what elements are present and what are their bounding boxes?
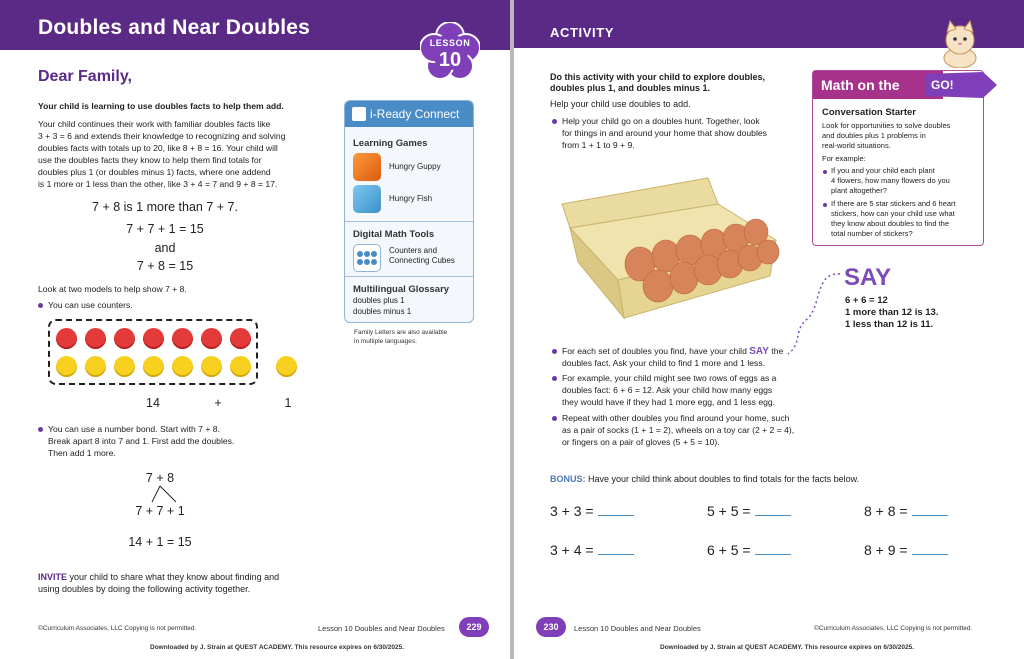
red-counter <box>56 328 77 349</box>
bonus-fact <box>864 503 948 519</box>
go-b2-line-3: they know about doubles to find the <box>831 219 950 228</box>
bonus-fact <box>707 503 791 519</box>
math-on-the-go-card <box>812 70 984 246</box>
hungry-guppy-icon[interactable] <box>353 153 381 181</box>
game-hungry-guppy[interactable]: Hungry Guppy <box>389 162 441 171</box>
bullet-dot <box>38 427 43 432</box>
activity-intro-2: doubles plus 1, and doubles minus 1. <box>550 83 711 93</box>
para-line-4: use the doubles facts they know to help them find totals for <box>38 155 262 165</box>
equation-2: 7 + 7 + 1 = 15 <box>126 222 204 236</box>
digital-tools-heading: Digital Math Tools <box>353 229 435 240</box>
counter-label-plus: + <box>214 396 222 410</box>
models-text: Look at two models to help show 7 + 8. <box>38 284 187 294</box>
invite-keyword: INVITE <box>38 572 68 582</box>
red-counter <box>230 328 251 349</box>
say-heading: SAY <box>844 264 892 291</box>
yellow-counter <box>143 356 164 377</box>
bonus-fact <box>707 542 791 558</box>
bonus-line <box>550 473 859 485</box>
tool-counters-line-1[interactable]: Counters and <box>389 246 438 255</box>
bullet-dot <box>552 349 557 354</box>
divider <box>345 276 474 277</box>
go-desc-1: Look for opportunities to solve doubles <box>822 121 951 130</box>
copyright: ©Curriculum Associates, LLC Copying is not permitted. <box>38 625 197 632</box>
glossary-heading: Multilingual Glossary <box>353 284 450 295</box>
bullet-dot <box>823 203 827 207</box>
bond-line-2: Break apart 8 into 7 and 1. First add the doubles. <box>48 436 235 446</box>
answer-blank[interactable] <box>598 504 634 516</box>
copyright: ©Curriculum Associates, LLC Copying is not permitted. <box>814 625 973 632</box>
step2-text-b: the <box>768 346 784 356</box>
counter-label-14: 14 <box>146 396 160 410</box>
go-desc-2: and doubles plus 1 problems in <box>822 131 926 140</box>
go-b1-line-2: 4 flowers, how many flowers do you <box>831 176 950 185</box>
glossary-item-1[interactable]: doubles plus 1 <box>353 296 405 305</box>
answer-blank[interactable] <box>755 543 791 555</box>
para-line-2: 3 + 3 = 6 and extends their knowledge to recognizing and solving <box>38 131 286 141</box>
bonus-fact-text: 6 + 5 = <box>707 542 751 558</box>
go-label: GO! <box>931 78 954 92</box>
hunt-line-2: for things in and around your home that show doubles <box>562 128 767 138</box>
dotted-connector <box>784 268 846 358</box>
red-counter <box>114 328 135 349</box>
greeting: Dear Family, <box>38 68 132 85</box>
bonus-fact-text: 8 + 9 = <box>864 542 908 558</box>
bonus-label: BONUS: <box>550 474 586 484</box>
divider <box>345 221 474 222</box>
tool-counters-line-2[interactable]: Connecting Cubes <box>389 256 455 265</box>
answer-blank[interactable] <box>912 504 948 516</box>
bonus-fact <box>550 542 634 558</box>
step3-line-1: For example, your child might see two rows of eggs as a <box>562 373 777 383</box>
counters-ten-frame <box>48 319 258 385</box>
bond-line-3: Then add 1 more. <box>48 448 116 458</box>
bullet-dot <box>552 376 557 381</box>
hunt-line-1: Help your child go on a doubles hunt. Together, look <box>562 116 760 126</box>
say-line-2: 1 more than 12 is 13. <box>845 307 939 318</box>
go-card-title: Math on the <box>813 71 943 99</box>
glossary-item-2[interactable]: doubles minus 1 <box>353 307 412 316</box>
bond-bottom: 14 + 1 = 15 <box>128 535 192 549</box>
red-counter <box>201 328 222 349</box>
say-line-3: 1 less than 12 is 11. <box>845 319 934 330</box>
bonus-text: Have your child think about doubles to find totals for the facts below. <box>585 474 860 484</box>
bonus-fact-text: 3 + 4 = <box>550 542 594 558</box>
bullet-dot <box>823 170 827 174</box>
counters-tool-icon[interactable] <box>353 244 381 272</box>
go-b1-line-1: If you and your child each plant <box>831 166 935 175</box>
equation-3: 7 + 8 = 15 <box>136 259 194 273</box>
answer-blank[interactable] <box>755 504 791 516</box>
yellow-counter <box>114 356 135 377</box>
download-notice: Downloaded by J. Strain at QUEST ACADEMY. This resource expires on 6/30/2025. <box>660 644 915 651</box>
equation-and: and <box>154 241 176 255</box>
bonus-fact <box>864 542 948 558</box>
conversation-starter: Conversation Starter <box>822 107 916 118</box>
iready-brand: i-Ready Connect <box>370 107 460 121</box>
iready-header <box>345 101 474 127</box>
answer-blank[interactable] <box>598 543 634 555</box>
step4-line-2: as a pair of socks (1 + 1 = 2), wheels on a toy car (2 + 2 = 4), <box>562 425 795 435</box>
extra-yellow-counter <box>276 356 297 377</box>
step4-line-3: or fingers on a pair of gloves (5 + 5 = 10). <box>562 437 720 447</box>
yellow-counter <box>172 356 193 377</box>
equation-1: 7 + 8 is 1 more than 7 + 7. <box>92 200 238 214</box>
go-b2-line-1: If there are 5 star stickers and 6 heart <box>831 199 956 208</box>
invite-line-2: using doubles by doing the following activity together. <box>38 584 251 594</box>
step2-text-a: For each set of doubles you find, have your child <box>562 346 750 356</box>
learning-games-heading: Learning Games <box>353 138 428 149</box>
bullet-dot <box>552 416 557 421</box>
bond-top: 7 + 8 <box>145 471 175 485</box>
bonus-fact-text: 8 + 8 = <box>864 503 908 519</box>
bonus-fact-text: 3 + 3 = <box>550 503 594 519</box>
bond-line-1: You can use a number bond. Start with 7 + 8. <box>48 424 220 434</box>
download-notice: Downloaded by J. Strain at QUEST ACADEMY. This resource expires on 6/30/2025. <box>150 644 405 651</box>
yellow-counter <box>230 356 251 377</box>
yellow-counter <box>85 356 106 377</box>
footer-lesson: Lesson 10 Doubles and Near Doubles <box>574 624 701 633</box>
para-line-3: doubles facts with totals up to 20, like 8 + 8 = 16. Your child will <box>38 143 278 153</box>
iready-connect-panel <box>344 100 474 323</box>
family-letters-note-2: in multiple languages. <box>354 338 417 345</box>
bullet-dot <box>552 119 557 124</box>
left-page <box>0 0 510 659</box>
family-letters-note-1: Family Letters are also available <box>354 329 448 336</box>
hunt-line-3: from 1 + 1 to 9 + 9. <box>562 140 635 150</box>
yellow-counter <box>56 356 77 377</box>
bond-middle: 7 + 7 + 1 <box>135 504 185 518</box>
say-line-1: 6 + 6 = 12 <box>845 295 888 306</box>
lesson-label: LESSON <box>429 38 471 48</box>
counters-text: You can use counters. <box>48 300 133 310</box>
intro-text: Your child is learning to use doubles facts to help them add. <box>38 101 284 111</box>
para-line-6: is 1 more or 1 less than the other, like 3 + 4 = 7 and 9 + 8 = 17. <box>38 179 278 189</box>
number-bond-lines <box>150 484 180 504</box>
go-example: For example: <box>822 154 866 163</box>
go-desc-3: real-world situations. <box>822 141 891 150</box>
para-line-5: doubles plus 1 (or doubles minus 1) facts, where one addend <box>38 167 271 177</box>
cat-mascot-icon <box>934 20 986 68</box>
step2-line-2: doubles fact. Ask your child to find 1 more and 1 less. <box>562 358 766 368</box>
go-b1-line-3: plant altogether? <box>831 186 887 195</box>
say-inline: SAY <box>749 346 769 357</box>
iready-logo-icon <box>352 107 366 121</box>
lesson-badge <box>420 22 480 80</box>
page-title: Doubles and Near Doubles <box>38 16 311 39</box>
activity-title: ACTIVITY <box>550 25 615 40</box>
bonus-fact-text: 5 + 5 = <box>707 503 751 519</box>
go-b2-line-4: total number of stickers? <box>831 229 913 238</box>
step3-line-2: doubles fact: 6 + 6 = 12. Ask your child how many eggs <box>562 385 773 395</box>
bullet-dot <box>38 303 43 308</box>
hungry-fish-icon[interactable] <box>353 185 381 213</box>
lesson-number: 10 <box>438 49 462 71</box>
page-number: 229 <box>459 617 489 637</box>
help-text: Help your child use doubles to add. <box>550 99 691 109</box>
footer-lesson: Lesson 10 Doubles and Near Doubles <box>318 624 445 633</box>
right-page <box>514 0 1024 659</box>
para-line-1: Your child continues their work with familiar doubles facts like <box>38 119 271 129</box>
red-counter <box>172 328 193 349</box>
egg-carton-image <box>558 168 788 328</box>
go-b2-line-2: stickers, how can your child use what <box>831 209 955 218</box>
step4-line-1: Repeat with other doubles you find around your home, such <box>562 413 790 423</box>
red-counter <box>143 328 164 349</box>
game-hungry-fish[interactable]: Hungry Fish <box>389 194 433 203</box>
page-number: 230 <box>536 617 566 637</box>
step3-line-3: they would have if they had 1 more egg, and 1 less egg. <box>562 397 776 407</box>
counter-label-1: 1 <box>284 396 292 410</box>
answer-blank[interactable] <box>912 543 948 555</box>
invite-rest: your child to share what they know about finding and <box>67 572 280 582</box>
bonus-fact <box>550 503 634 519</box>
invite-line-1 <box>38 571 279 583</box>
red-counter <box>85 328 106 349</box>
activity-intro-1: Do this activity with your child to explore doubles, <box>550 72 766 82</box>
yellow-counter <box>201 356 222 377</box>
dots-grid-icon <box>354 245 380 271</box>
